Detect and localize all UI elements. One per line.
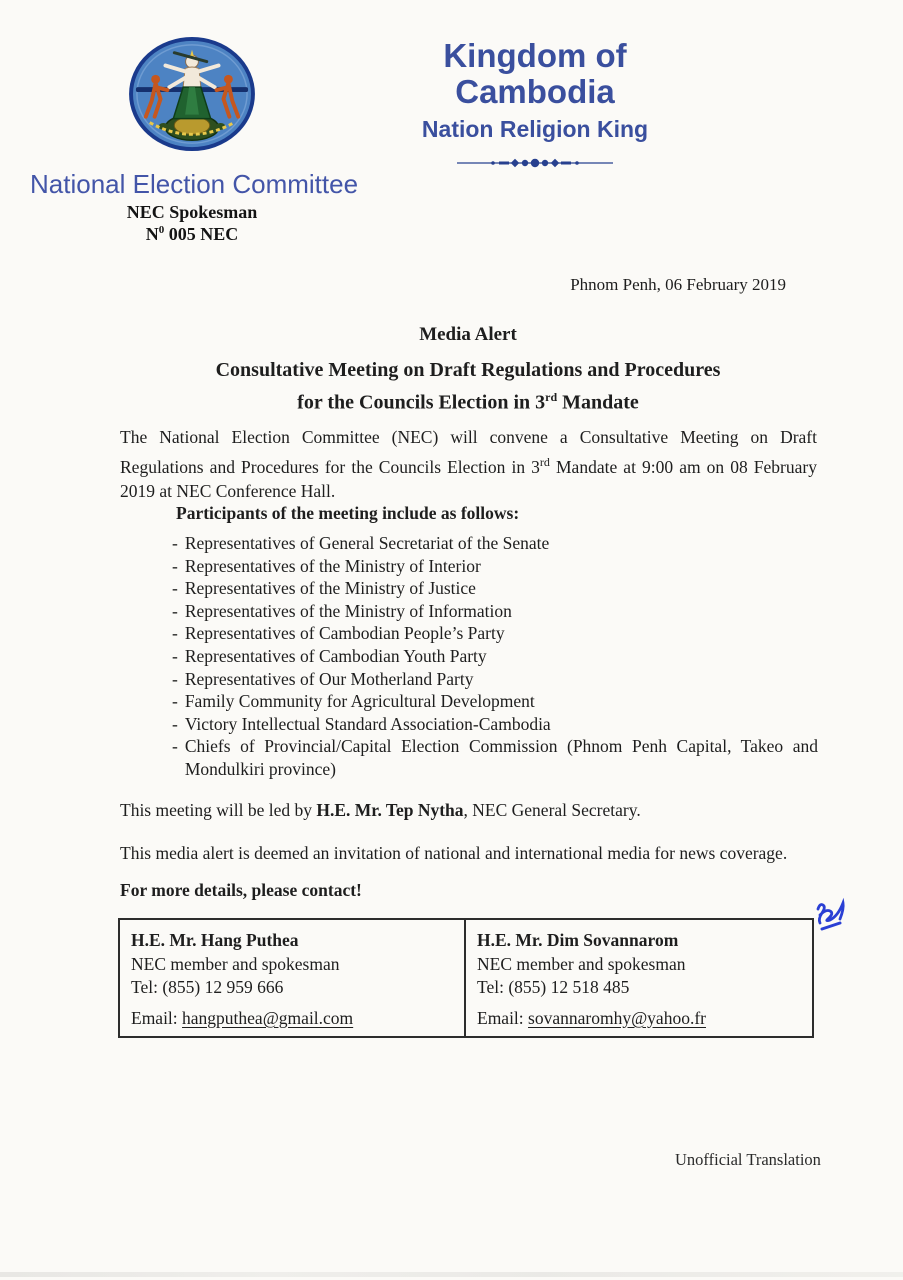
contact-role: NEC member and spokesman — [131, 953, 340, 974]
contact-phone: Tel: (855) 12 518 485 — [477, 977, 630, 997]
participants-heading: Participants of the meeting include as follows: — [176, 503, 520, 523]
list-item: - Representatives of the Ministry of Interior — [172, 555, 481, 576]
list-item: - Representatives of Cambodian People’s Party — [172, 623, 505, 644]
org-name: National Election Committee — [30, 169, 359, 199]
contact-card-hang-puthea — [120, 920, 466, 1036]
kingdom-title: Kingdom of Cambodia — [443, 37, 627, 111]
header-right-block — [360, 38, 710, 176]
document-title: Consultative Meeting on Draft Regulations and Procedures for the Councils Election in 3rd Mandate — [215, 359, 721, 414]
contact-phone: Tel: (855) 12 959 666 — [131, 977, 284, 997]
national-motto: Nation Religion King — [421, 115, 649, 142]
intro-paragraph: The National Election Committee (NEC) will convene a Consultative Meeting on Draft Regulations and Procedures for the Councils Election in 3rd Mandate at 9:00 am on 08 February 2019 at NEC Conference Hall. — [120, 427, 817, 501]
secretary-name: H.E. Mr. Tep Nytha — [316, 800, 464, 820]
media-alert-label: Media Alert — [419, 324, 517, 345]
list-item: - Representatives of Our Motherland Party — [172, 668, 474, 689]
email-address: sovannaromhy@yahoo.fr — [528, 1007, 706, 1028]
email-address: hangputhea@gmail.com — [182, 1007, 354, 1028]
list-item: - Representatives of General Secretariat of the Senate — [172, 533, 550, 553]
list-item: - Representatives of Cambodian Youth Party — [172, 645, 487, 666]
list-item: - Chiefs of Provincial/Capital Election Commission (Phnom Penh Capital, Takeo and Mondulkiri province) — [172, 736, 818, 779]
document-number: $N^0$ 005 NEC — [145, 224, 239, 244]
contact-heading: For more details, please contact! — [120, 880, 362, 900]
contact-email: Email: sovannaromhy@yahoo.fr — [477, 1007, 706, 1028]
header-left-block — [30, 36, 359, 245]
contact-table — [118, 918, 814, 1038]
list-item: - Representatives of the Ministry of Information — [172, 600, 512, 621]
contact-role: NEC member and spokesman — [477, 953, 686, 974]
date-place-line: Phnom Penh, 06 February 2019 — [570, 275, 786, 294]
list-item: - Victory Intellectual Standard Association-Cambodia — [172, 713, 551, 734]
scan-edge-artifact — [0, 1272, 903, 1277]
contact-name: H.E. Mr. Dim Sovannarom — [477, 930, 679, 950]
org-subtitle: NEC Spokesman — [126, 202, 258, 222]
contact-email: Email: hangputhea@gmail.com — [131, 1007, 354, 1028]
ornamental-divider-icon — [360, 155, 710, 176]
nec-emblem-icon — [128, 36, 256, 154]
list-item: - Representatives of the Ministry of Justice — [172, 578, 476, 599]
led-by-line: This meeting will be led by H.E. Mr. Tep Nytha, NEC General Secretary. — [120, 800, 641, 820]
invitation-line: This media alert is deemed an invitation of national and international media for news coverage. — [120, 843, 788, 863]
unofficial-translation-note: Unofficial Translation — [675, 1150, 821, 1169]
handwritten-initials-icon — [810, 893, 856, 947]
contact-card-dim-sovannarom — [466, 920, 812, 1036]
list-item: - Family Community for Agricultural Development — [172, 691, 535, 712]
contact-name: H.E. Mr. Hang Puthea — [131, 930, 299, 950]
participant-list — [172, 532, 818, 781]
